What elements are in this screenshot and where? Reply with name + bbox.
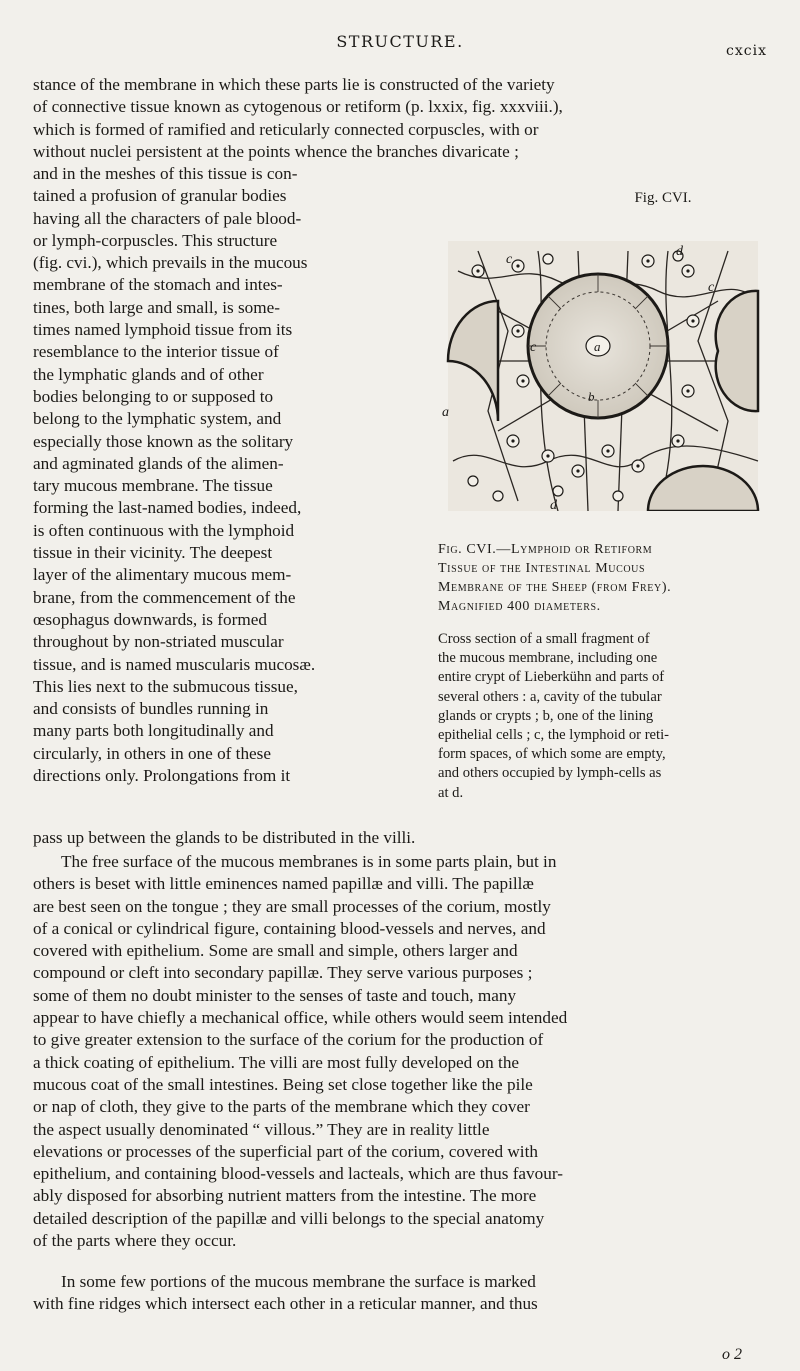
figure-label: Fig. CVI. — [634, 190, 692, 206]
paragraph-3 — [33, 1271, 767, 1316]
text-line: and consists of bundles running in — [33, 699, 269, 719]
text-line: œsophagus downwards, is formed — [33, 609, 267, 629]
paragraph-1-top — [33, 74, 767, 163]
text-line: which is formed of ramified and reticularly connected corpuscles, with or — [33, 119, 539, 139]
text-line: appear to have chiefly a mechanical office, while others would seem intended — [33, 1008, 568, 1028]
label-b: b — [588, 389, 595, 404]
text-line: throughout by non-striated muscular — [33, 632, 284, 652]
text-line: ably disposed for absorbing nutrient matters from the intestine. The more — [33, 1186, 537, 1206]
caption-body-line: form spaces, of which some are empty, — [438, 746, 666, 763]
signature-mark: o 2 — [722, 1346, 742, 1363]
text-line: the aspect usually denominated “ villous.” They are in reality little — [33, 1119, 490, 1139]
text-line: belong to the lymphatic system, and — [33, 409, 282, 429]
text-line: tary mucous membrane. The tissue — [33, 476, 273, 496]
text-line: without nuclei persistent at the points whence the branches divaricate ; — [33, 141, 519, 161]
text-line: tissue in their vicinity. The deepest — [33, 543, 273, 563]
text-line: elevations or processes of the superficial part of the corium, covered with — [33, 1141, 538, 1161]
text-line: forming the last-named bodies, indeed, — [33, 498, 302, 518]
label-c-mid: c — [530, 340, 537, 355]
text-line: with fine ridges which intersect each other in a reticular manner, and thus — [33, 1294, 538, 1314]
text-line: or nap of cloth, they give to the parts of the membrane which they cover — [33, 1097, 530, 1117]
caption-body-line: glands or crypts ; b, one of the lining — [438, 707, 654, 724]
text-line: The free surface of the mucous membranes is in some parts plain, but in — [61, 852, 557, 871]
text-line: some of them no doubt minister to the senses of taste and touch, many — [33, 985, 517, 1005]
text-line: or lymph-corpuscles. This structure — [33, 230, 278, 250]
text-line: compound or cleft into secondary papillæ. They serve various purposes ; — [33, 963, 533, 983]
text-line: directions only. Prolongations from it — [33, 766, 291, 786]
caption-body-line: and others occupied by lymph-cells as — [438, 765, 662, 782]
text-line: to give greater extension to the surface of the corium for the production of — [33, 1030, 544, 1050]
figure-caption-title — [438, 540, 768, 616]
label-a-left: a — [442, 405, 449, 420]
text-line: of the parts where they occur. — [33, 1231, 237, 1251]
text-line: brane, from the commencement of the — [33, 587, 296, 607]
text-line: tained a profusion of granular bodies — [33, 186, 287, 206]
text-line: resemblance to the interior tissue of — [33, 342, 279, 362]
paragraph-1-end — [33, 827, 767, 849]
text-line: others is beset with little eminences named papillæ and villi. The papillæ — [33, 874, 534, 894]
caption-title-line: Fig. CVI.—Lymphoid or Retiform — [438, 542, 653, 557]
caption-body-line: entire crypt of Lieberkühn and parts of — [438, 669, 665, 686]
caption-title-line: Magnified 400 diameters. — [438, 599, 601, 614]
lymphoid-tissue-illustration — [438, 211, 768, 511]
text-line: the lymphatic glands and of other — [33, 364, 264, 384]
text-line: are best seen on the tongue ; they are small processes of the corium, mostly — [33, 896, 551, 916]
text-line: circularly, in others in one of these — [33, 743, 271, 763]
text-line: tines, both large and small, is some- — [33, 297, 280, 317]
text-line: tissue, and is named muscularis mucosæ. — [33, 654, 316, 674]
text-line: epithelium, and containing blood-vessels and lacteals, which are thus favour- — [33, 1164, 563, 1184]
caption-body-line: at d. — [438, 784, 464, 801]
text-line: pass up between the glands to be distributed in the villi. — [33, 828, 416, 847]
text-line: covered with epithelium. Some are small and simple, others larger and — [33, 941, 518, 961]
paragraph-2 — [33, 851, 767, 1252]
caption-title-line: Membrane of the Sheep (from Frey). — [438, 580, 672, 595]
caption-body-line: the mucous membrane, including one — [438, 650, 658, 667]
label-d-top: d — [676, 244, 683, 259]
text-line: This lies next to the submucous tissue, — [33, 676, 298, 696]
text-line: and in the meshes of this tissue is con- — [33, 164, 298, 183]
caption-body-line: Cross section of a small fragment of — [438, 631, 650, 647]
text-line: a thick coating of epithelium. The villi are most fully developed on the — [33, 1052, 520, 1072]
caption-title-line: Tissue of the Intestinal Mucous — [438, 561, 646, 576]
running-header: STRUCTURE. — [336, 32, 464, 51]
text-line: many parts both longitudinally and — [33, 721, 274, 741]
text-line: of connective tissue known as cytogenous or retiform (p. lxxix, fig. xxxviii.), — [33, 97, 563, 117]
figure-cvi — [438, 190, 768, 515]
text-line: bodies belonging to or supposed to — [33, 386, 274, 406]
text-line: In some few portions of the mucous membrane the surface is marked — [61, 1272, 536, 1291]
label-c-right: c — [708, 280, 715, 295]
figure-caption-body — [438, 630, 768, 803]
text-line: is often continuous with the lymphoid — [33, 520, 295, 540]
text-line: of a conical or cylindrical figure, containing blood-vessels and nerves, and — [33, 918, 546, 938]
text-line: and agminated glands of the alimen- — [33, 453, 284, 473]
central-crypt — [528, 274, 668, 418]
text-line: especially those known as the solitary — [33, 431, 294, 451]
paragraph-1-left-column — [33, 163, 405, 787]
caption-body-line: several others : a, cavity of the tubular — [438, 688, 662, 705]
text-line: having all the characters of pale blood- — [33, 208, 302, 228]
text-line: layer of the alimentary mucous mem- — [33, 565, 292, 585]
text-line: times named lymphoid tissue from its — [33, 320, 293, 340]
caption-body-line: epithelial cells ; c, the lymphoid or reti- — [438, 727, 669, 744]
label-a-center: a — [594, 339, 601, 354]
text-line: detailed description of the papillæ and villi belongs to the special anatomy — [33, 1208, 545, 1228]
label-c-top: c — [506, 252, 513, 267]
page-number: cxcix — [726, 43, 767, 59]
text-line: mucous coat of the small intestines. Being set close together like the pile — [33, 1074, 533, 1094]
text-line: membrane of the stomach and intes- — [33, 275, 283, 295]
label-d-bottom: d — [550, 498, 557, 511]
text-line: stance of the membrane in which these parts lie is constructed of the variety — [33, 75, 555, 94]
text-line: (fig. cvi.), which prevails in the mucous — [33, 253, 308, 273]
